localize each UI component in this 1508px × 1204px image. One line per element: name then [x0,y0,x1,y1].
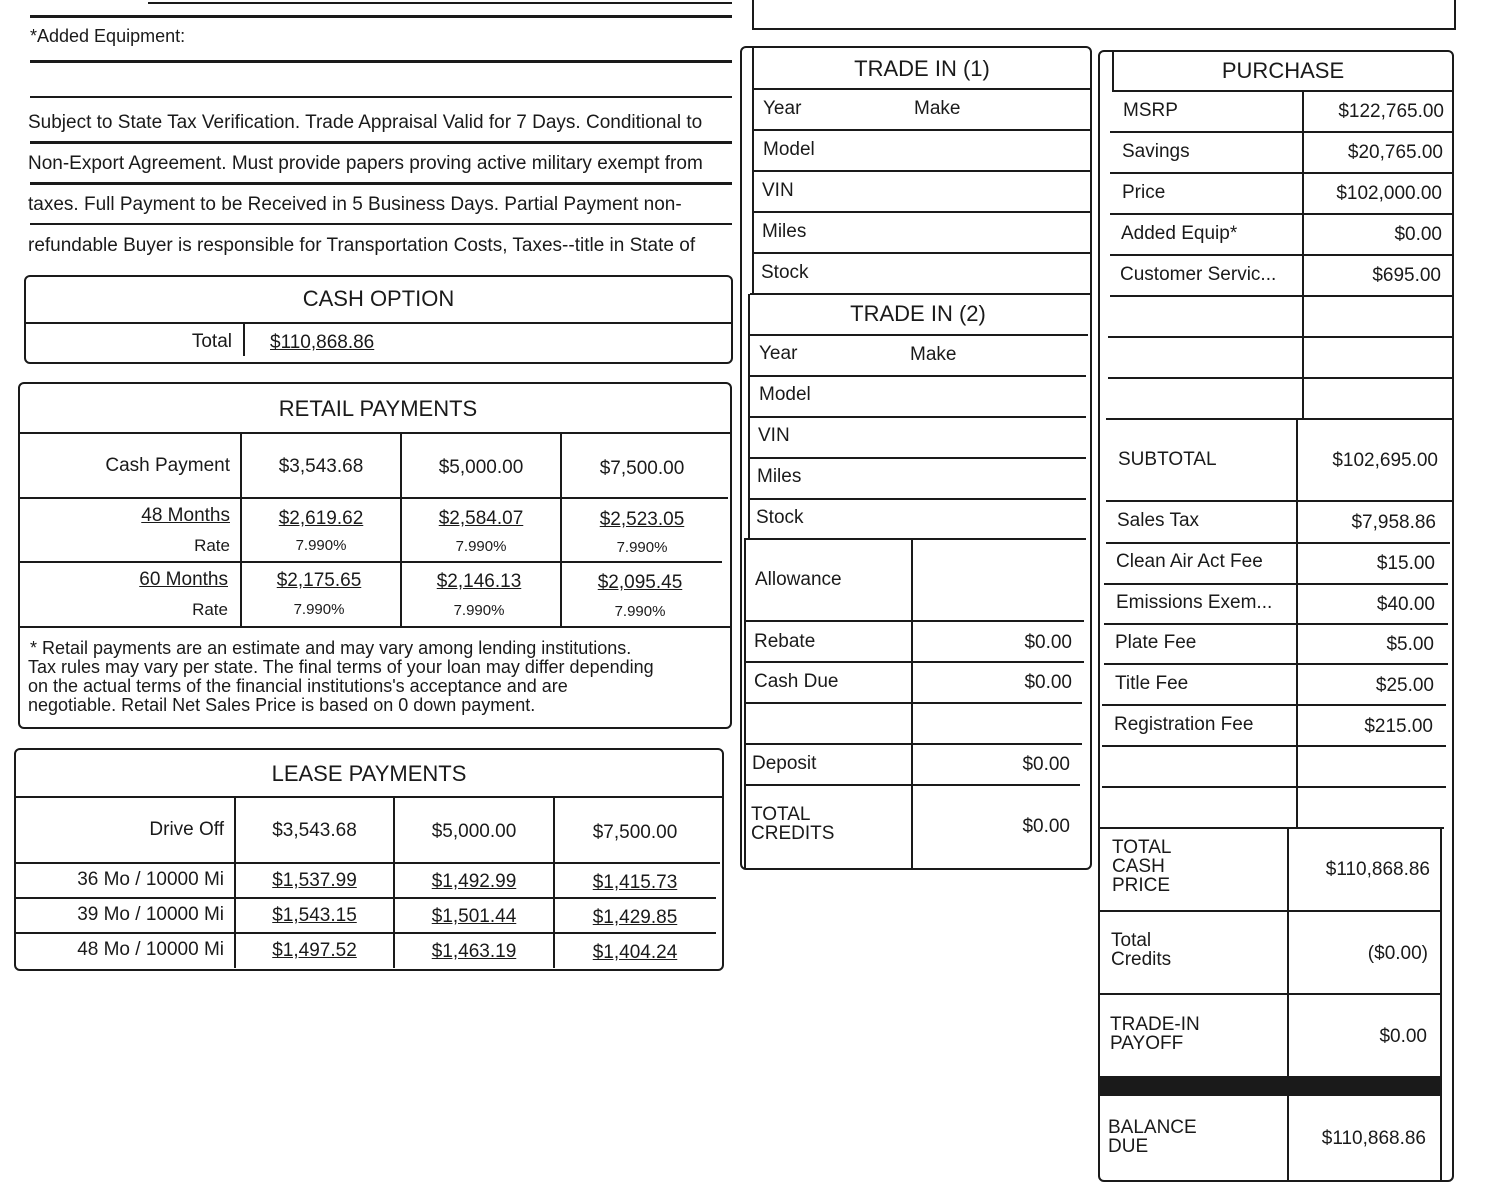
retail-term-60: 60 Months [139,569,228,590]
cash-total-divider [243,324,245,356]
purchase-left-edge [1112,50,1114,90]
purchase-black-bar [1098,1076,1440,1096]
disclaimer-rule-2 [30,182,732,185]
purchase-row-value-added-equip: $0.00 [1394,224,1442,245]
balance-due-label-1: BALANCE [1108,1117,1197,1138]
fee-value-sales-tax: $7,958.86 [1351,512,1436,533]
subtotal-label: SUBTOTAL [1118,449,1217,470]
top-rule [148,2,732,4]
purchase-title-divider [1112,90,1454,92]
lease-term-36: 36 Mo / 10000 Mi [77,869,224,890]
trade-in-payoff-label-2: PAYOFF [1110,1033,1184,1054]
ti2-make-label: Make [910,344,957,365]
ti1-model-label: Model [763,139,815,160]
ti1-divider-0 [752,88,1090,90]
deposit-value: $0.00 [1022,754,1070,775]
fee-value-clean-air: $15.00 [1376,553,1435,574]
lease-payment-48-1: $1,497.52 [272,940,357,961]
purchase-row-label-customer-service: Customer Servic... [1120,264,1277,285]
lease-row-divider-1 [16,862,720,864]
purchase-divider-11 [1104,583,1448,585]
purchase-row-label-savings: Savings [1122,141,1190,162]
ti2-divider-4 [748,498,1086,500]
subtotal-value: $102,695.00 [1332,450,1438,471]
ti1-divider-3 [752,211,1090,213]
ti-left-edge-2 [748,294,750,538]
drive-off-3: $7,500.00 [592,822,678,843]
total-credits-label-2: CREDITS [751,823,835,844]
ti2-stock-label: Stock [756,507,804,528]
purchase-total-credits-label-2: Credits [1111,949,1172,970]
added-equipment-rule [30,60,732,63]
lease-payment-39-2: $1,501.44 [431,906,517,927]
fee-label-clean-air: Clean Air Act Fee [1116,551,1263,572]
fee-label-title: Title Fee [1115,673,1189,694]
purchase-divider-12 [1104,623,1448,625]
retail-rate-60-1: 7.990% [293,601,345,618]
retail-row-divider-1 [20,497,728,499]
cash-payment-label: Cash Payment [105,455,230,476]
retail-note-1: * Retail payments are an estimate and may vary among lending institutions. [30,638,632,658]
fee-label-sales-tax: Sales Tax [1117,510,1200,531]
credits-divider-5 [744,784,1080,786]
fee-value-title: $25.00 [1375,675,1434,696]
retail-title-divider [20,432,730,434]
purchase-title: PURCHASE [1221,58,1345,83]
lease-payment-39-3: $1,429.85 [592,907,678,928]
purchase-total-credits-label-1: Total [1111,930,1152,951]
purchase-divider-9 [1106,500,1452,502]
purchase-row-value-msrp: $122,765.00 [1338,101,1444,122]
credits-divider-3 [744,702,1082,704]
ti2-divider-0 [748,334,1088,336]
lease-term-39: 39 Mo / 10000 Mi [77,904,224,925]
ti1-divider-2 [752,170,1090,172]
credits-divider-2 [744,661,1084,663]
retail-payment-60-3: $2,095.45 [597,572,683,593]
total-cash-price-label-2: CASH [1112,856,1165,877]
fee-value-emissions: $40.00 [1376,594,1435,615]
retail-rate-60-2: 7.990% [453,602,505,619]
disclaimer-line-3: taxes. Full Payment to be Received in 5 Business Days. Partial Payment non- [28,194,682,215]
disclaimer-rule-0 [30,96,732,98]
purchase-divider-13 [1104,663,1448,665]
ti-left-edge-1 [752,46,754,294]
purchase-divider-18 [1100,910,1442,912]
cash-option-divider [26,322,731,324]
lease-title-divider [16,796,722,798]
ti2-divider-2 [748,416,1086,418]
fee-label-registration: Registration Fee [1114,714,1254,735]
purchase-row-label-added-equip: Added Equip* [1121,223,1238,244]
purchase-divider-5 [1110,295,1454,297]
ti2-divider-3 [748,457,1086,459]
retail-note-2: Tax rules may vary per state. The final terms of your loan may differ depending [28,657,654,677]
fee-label-plate: Plate Fee [1115,632,1197,653]
retail-rate-60-3: 7.990% [614,603,666,620]
allowance-label: Allowance [755,569,842,590]
retail-rate-48-1: 7.990% [295,537,347,554]
balance-due-value: $110,868.86 [1321,1128,1426,1149]
purchase-row-value-savings: $20,765.00 [1347,142,1443,163]
purchase-box [1098,50,1454,1182]
purchase-divider-10 [1106,542,1450,544]
cash-due-label: Cash Due [754,671,839,692]
purchase-divider-16 [1102,786,1446,788]
drive-off-1: $3,543.68 [272,820,357,841]
purchase-row-label-msrp: MSRP [1123,100,1178,121]
disclaimer-rule-3 [30,223,732,225]
fee-label-emissions: Emissions Exem... [1116,592,1273,613]
drive-off-2: $5,000.00 [431,821,517,842]
lease-payment-36-3: $1,415.73 [592,872,678,893]
ti2-model-label: Model [759,384,811,405]
purchase-divider-8 [1106,418,1452,420]
deposit-label: Deposit [752,753,817,774]
total-cash-price-label-1: TOTAL [1112,837,1172,858]
rebate-value: $0.00 [1024,632,1072,653]
credits-divider-1 [744,620,1084,622]
ti2-year-label: Year [759,343,798,364]
ti1-vin-label: VIN [762,180,794,201]
retail-payment-48-2: $2,584.07 [438,508,524,529]
cash-total-label: Total [191,331,232,352]
retail-note-3: on the actual terms of the financial institutions's acceptance and are [28,676,568,696]
lease-payment-36-2: $1,492.99 [431,871,517,892]
retail-payment-48-3: $2,523.05 [599,509,685,530]
retail-rate-label-48: Rate [194,536,230,555]
total-cash-price-value: $110,868.86 [1325,859,1430,880]
ti1-stock-label: Stock [761,262,809,283]
top-right-box [752,0,1456,30]
purchase-divider-7 [1108,377,1452,379]
ti2-miles-label: Miles [757,466,802,487]
ti1-make-label: Make [914,98,961,119]
total-credits-value: $0.00 [1022,816,1070,837]
purchase-divider-14 [1102,704,1446,706]
ti2-divider-5 [744,538,1086,540]
retail-row-divider-2 [20,561,722,563]
cash-total-value: $110,868.86 [270,332,375,353]
purchase-divider-15 [1102,745,1446,747]
lease-payment-36-1: $1,537.99 [272,870,357,891]
purchase-divider-19 [1100,993,1442,995]
ti2-vin-label: VIN [758,425,790,446]
retail-row-divider-3 [20,626,730,628]
disclaimer-line-4: refundable Buyer is responsible for Transportation Costs, Taxes--title in State of [28,235,696,256]
fee-value-registration: $215.00 [1364,716,1433,737]
purchase-divider-1 [1110,131,1454,133]
cash-payment-2: $5,000.00 [438,457,524,478]
total-credits-label-1: TOTAL [751,804,811,825]
ti1-year-label: Year [763,98,802,119]
rebate-label: Rebate [754,631,816,652]
ti1-miles-label: Miles [762,221,807,242]
fee-value-plate: $5.00 [1386,634,1434,655]
retail-payment-60-2: $2,146.13 [436,571,522,592]
purchase-divider-17 [1100,827,1444,829]
retail-payment-60-1: $2,175.65 [276,570,362,591]
trade-in-2-title: TRADE IN (2) [850,301,986,326]
lease-term-48: 48 Mo / 10000 Mi [77,939,224,960]
trade-in-1-title: TRADE IN (1) [854,56,990,81]
lease-row-divider-2 [16,897,716,899]
ti1-divider-5 [750,293,1090,295]
purchase-row-value-customer-service: $695.00 [1372,265,1441,286]
lease-title: LEASE PAYMENTS [271,761,467,786]
retail-rate-48-3: 7.990% [616,539,668,556]
retail-note-4: negotiable. Retail Net Sales Price is based on 0 down payment. [28,695,536,715]
ti1-divider-1 [752,129,1090,131]
disclaimer-line-2: Non-Export Agreement. Must provide papers proving active military exempt from [28,153,703,174]
purchase-row-label-price: Price [1122,182,1166,203]
ti1-divider-4 [752,252,1090,254]
trade-in-payoff-value: $0.00 [1379,1026,1427,1047]
purchase-divider-2 [1110,172,1454,174]
purchase-row-value-price: $102,000.00 [1336,183,1442,204]
ti2-divider-1 [748,375,1086,377]
added-equipment-label: *Added Equipment: [30,26,186,46]
lease-payment-39-1: $1,543.15 [272,905,357,926]
balance-due-label-2: DUE [1108,1136,1149,1157]
lease-payment-48-2: $1,463.19 [431,941,517,962]
lease-row-divider-3 [16,932,716,934]
purchase-divider-3 [1110,213,1454,215]
purchase-divider-6 [1108,336,1452,338]
top-rule-2 [30,15,732,18]
purchase-right-inner [1440,828,1442,1180]
cash-due-value: $0.00 [1024,672,1072,693]
retail-title: RETAIL PAYMENTS [278,396,478,421]
retail-rate-label-60: Rate [192,600,228,619]
purchase-divider-4 [1110,254,1454,256]
cash-option-title: CASH OPTION [302,286,455,311]
trade-in-payoff-label-1: TRADE-IN [1110,1014,1200,1035]
retail-payment-48-1: $2,619.62 [278,508,364,529]
disclaimer-line-1: Subject to State Tax Verification. Trade Appraisal Valid for 7 Days. Conditional to [28,112,703,133]
drive-off-label: Drive Off [149,819,224,840]
disclaimer-rule-1 [30,141,732,144]
credits-divider-4 [744,743,1082,745]
total-cash-price-label-3: PRICE [1112,875,1171,896]
cash-payment-1: $3,543.68 [278,456,364,477]
lease-payment-48-3: $1,404.24 [592,942,678,963]
purchase-total-credits-value: ($0.00) [1367,943,1428,964]
cash-payment-3: $7,500.00 [599,458,685,479]
retail-term-48: 48 Months [141,505,230,526]
retail-rate-48-2: 7.990% [455,538,507,555]
